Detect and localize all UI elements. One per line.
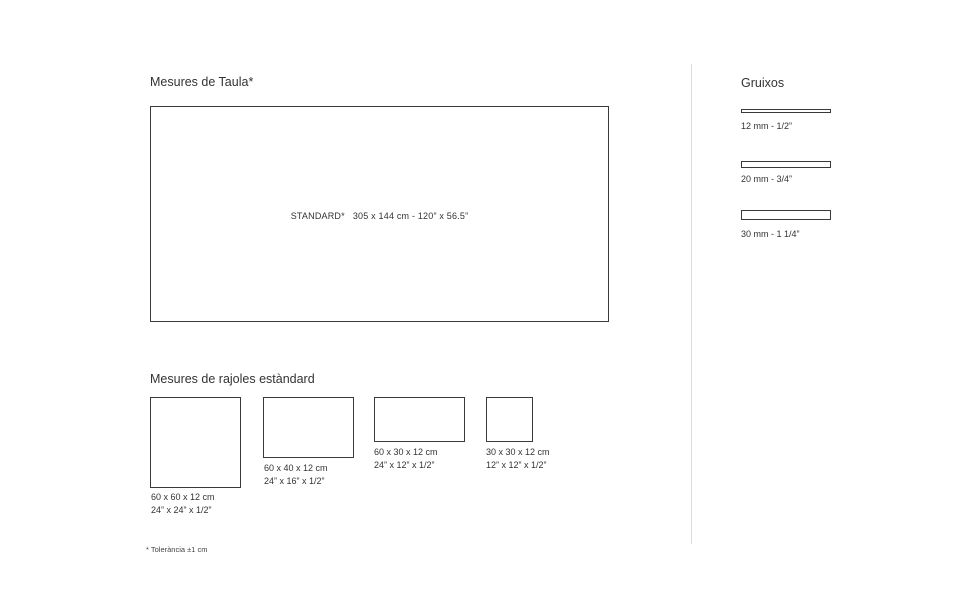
standard-size: 305 x 144 cm - 120” x 56.5” bbox=[352, 211, 469, 221]
tile-60x30-caption bbox=[374, 446, 438, 472]
standard-table-label bbox=[151, 211, 608, 221]
tile-metric: 60 x 60 x 12 cm bbox=[151, 492, 215, 502]
thickness-12mm-bar bbox=[741, 109, 831, 113]
thickness-20mm-label: 20 mm - 3/4” bbox=[741, 174, 793, 184]
thickness-12mm-label: 12 mm - 1/2” bbox=[741, 121, 793, 131]
tile-60x60-caption bbox=[151, 491, 215, 517]
tile-30x30-caption bbox=[486, 446, 550, 472]
tolerance-footnote: * Tolerància ±1 cm bbox=[146, 545, 208, 554]
tile-imperial: 24” x 16” x 1/2” bbox=[264, 476, 325, 486]
thickness-30mm-bar bbox=[741, 210, 831, 220]
tile-measures-title: Mesures de rajoles estàndard bbox=[150, 372, 315, 386]
tile-60x40-outline bbox=[263, 397, 354, 458]
standard-name: STANDARD* bbox=[290, 211, 345, 221]
tile-60x30-outline bbox=[374, 397, 465, 442]
thickness-30mm-label: 30 mm - 1 1/4” bbox=[741, 229, 800, 239]
thickness-title: Gruixos bbox=[741, 76, 785, 90]
table-measures-title: Mesures de Taula* bbox=[150, 75, 254, 89]
standard-table-outline bbox=[150, 106, 609, 322]
tile-metric: 60 x 40 x 12 cm bbox=[264, 463, 328, 473]
tile-metric: 30 x 30 x 12 cm bbox=[486, 447, 550, 457]
tile-imperial: 24” x 12” x 1/2” bbox=[374, 460, 435, 470]
vertical-divider bbox=[691, 64, 692, 544]
tile-60x40-caption bbox=[264, 462, 328, 488]
thickness-20mm-bar bbox=[741, 161, 831, 168]
tile-metric: 60 x 30 x 12 cm bbox=[374, 447, 438, 457]
tile-30x30-outline bbox=[486, 397, 533, 442]
tile-imperial: 24” x 24” x 1/2” bbox=[151, 505, 212, 515]
tile-imperial: 12” x 12” x 1/2” bbox=[486, 460, 547, 470]
tile-60x60-outline bbox=[150, 397, 241, 488]
